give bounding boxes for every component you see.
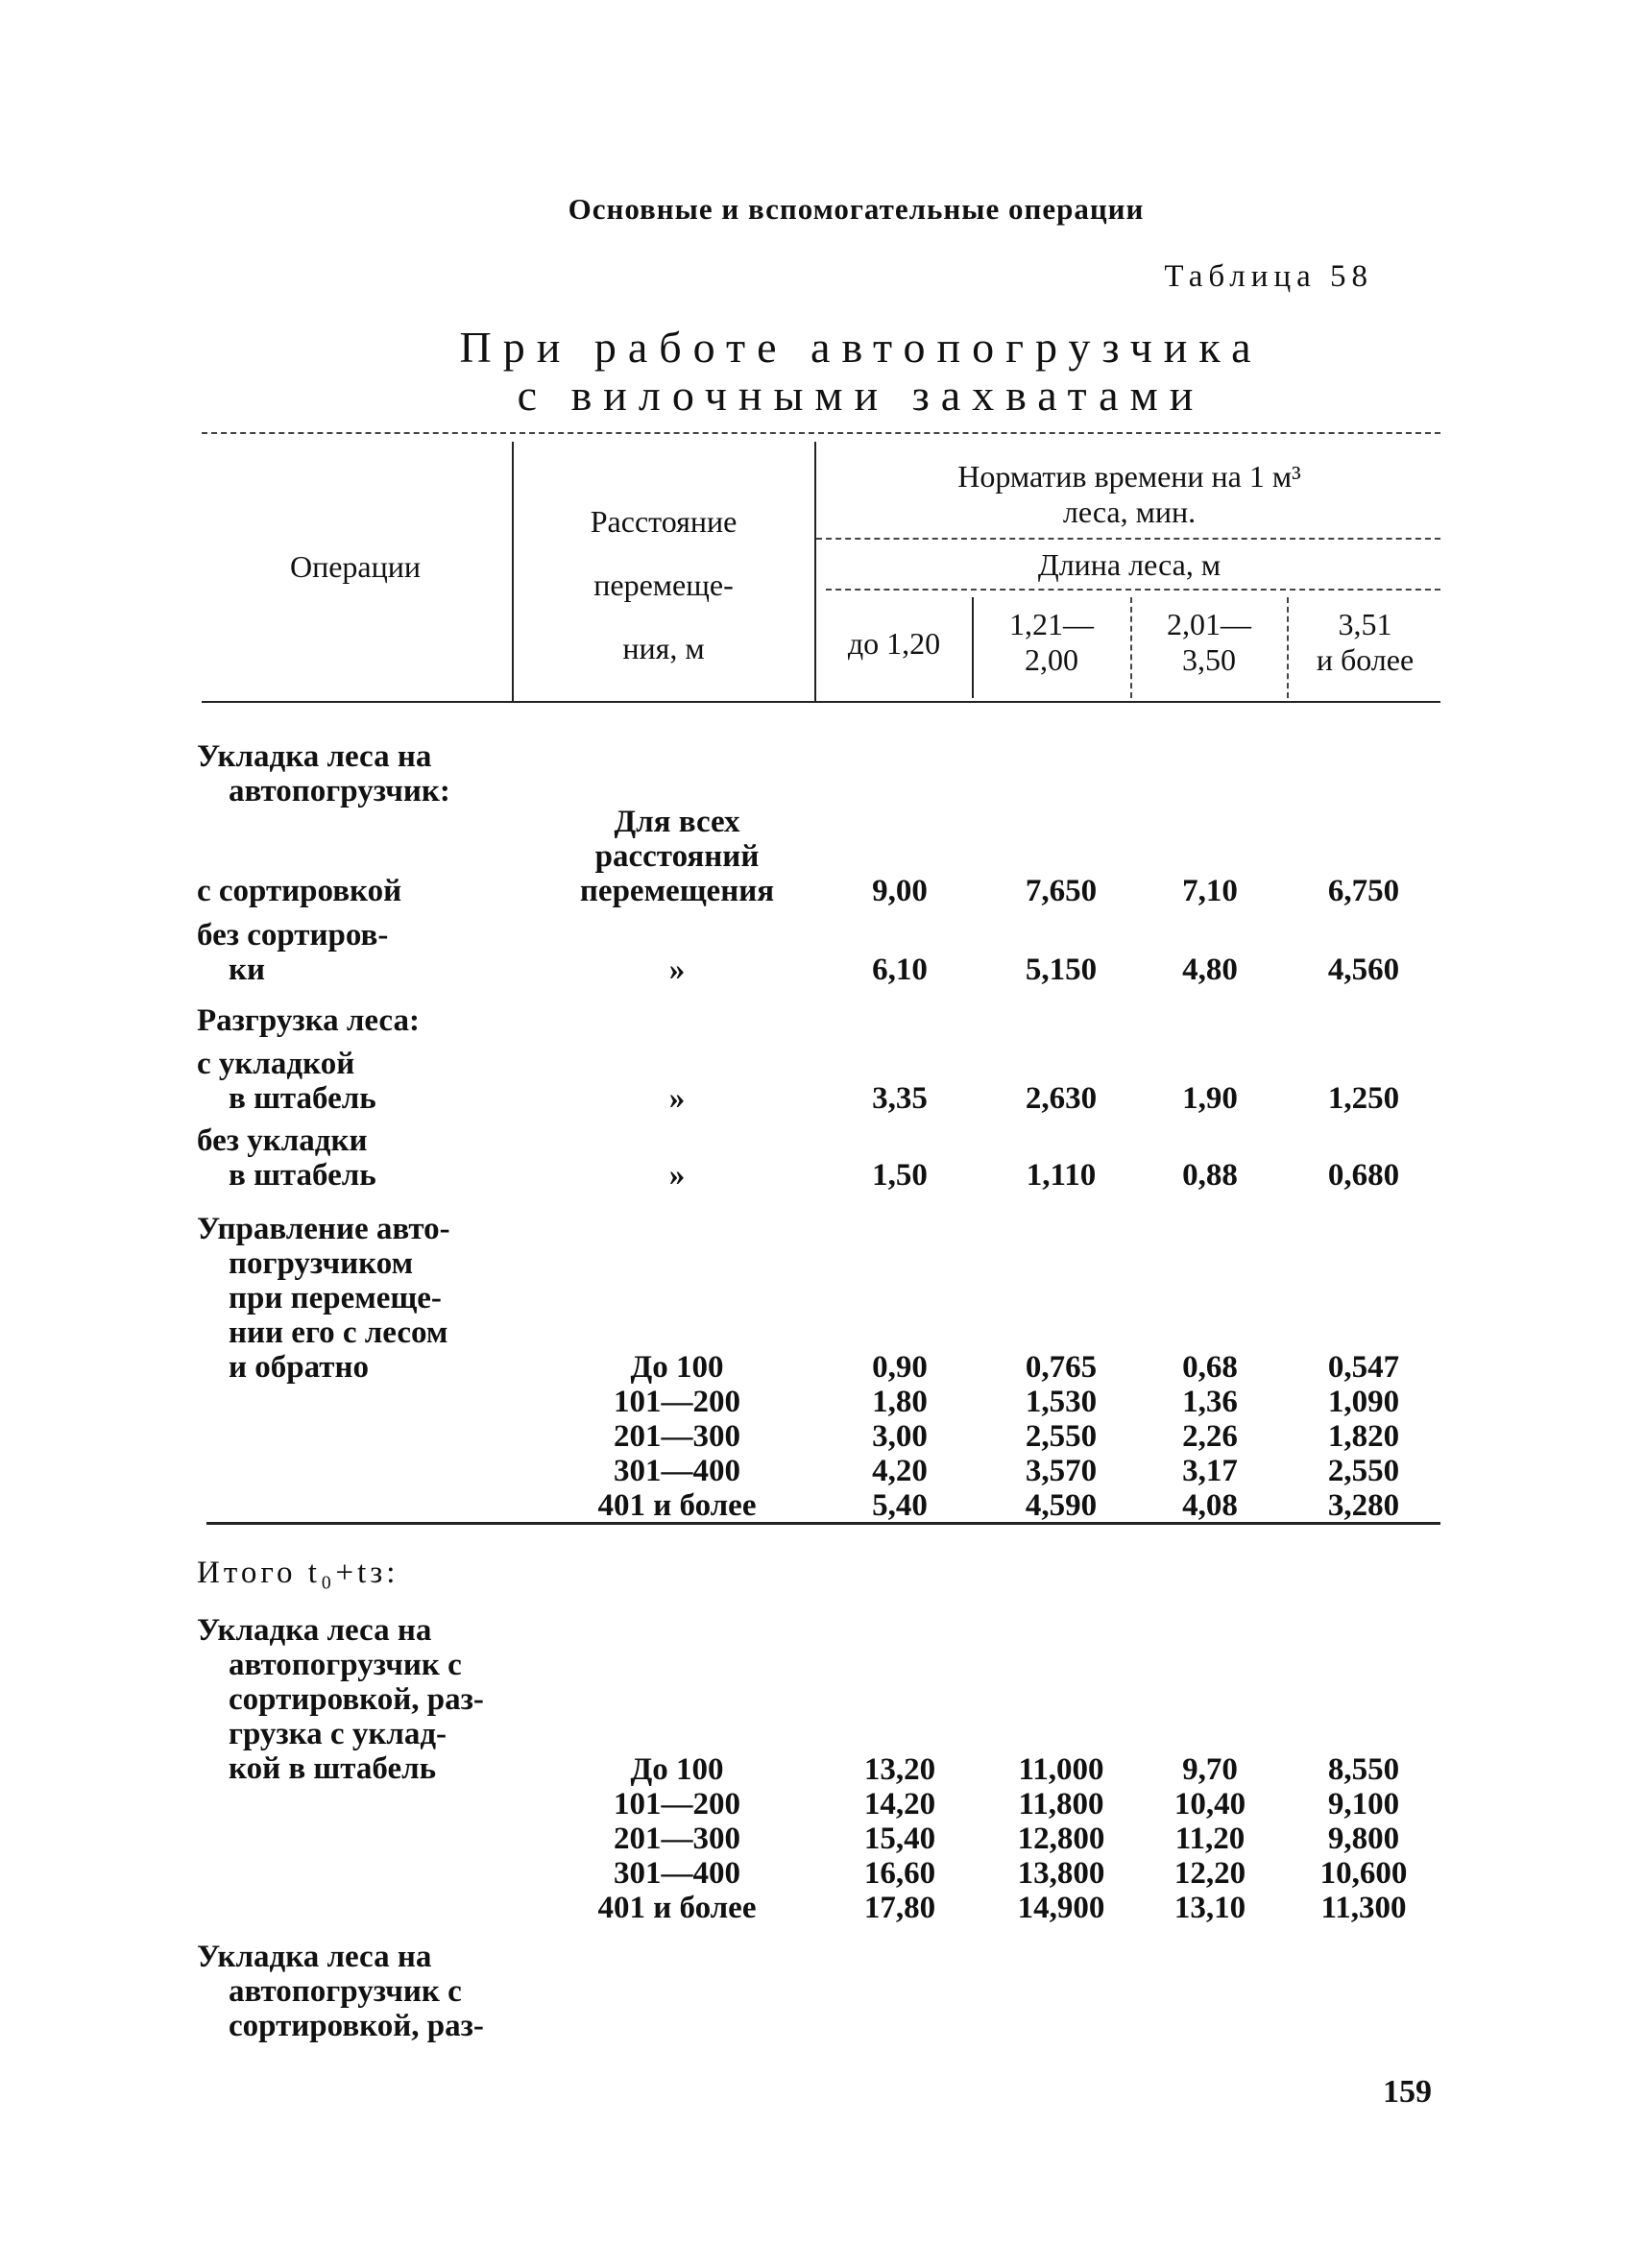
cell: 0,90: [872, 1350, 928, 1385]
cell: 4,08: [1182, 1488, 1238, 1523]
cell: 9,70: [1182, 1752, 1238, 1787]
cell: 10,40: [1173, 1787, 1246, 1822]
cell: 17,80: [863, 1891, 936, 1925]
cell: 10,600: [1319, 1856, 1408, 1891]
cell: 9,800: [1327, 1822, 1400, 1856]
rule-under-norm: [816, 538, 1440, 540]
table-title-line-2: с вилочными захватами: [517, 371, 1205, 420]
cell: 4,80: [1182, 953, 1238, 987]
col-len-4: 3,51 и более: [1316, 607, 1415, 677]
cell: 5,40: [872, 1488, 928, 1523]
cell: 7,10: [1182, 874, 1238, 908]
cell: 1,90: [1182, 1081, 1238, 1116]
cell: 12,800: [1017, 1822, 1105, 1856]
cell: 3,17: [1182, 1454, 1238, 1488]
all-distances: Для всех расстояний перемещения: [579, 805, 775, 908]
cell: 6,750: [1327, 874, 1400, 908]
cell: 4,560: [1327, 953, 1400, 987]
col-len-2: 1,21— 2,00: [1009, 607, 1094, 677]
ditto-mark: »: [668, 1158, 686, 1193]
cell: 0,68: [1182, 1350, 1238, 1385]
rule-under-length: [826, 589, 1440, 591]
table-top-rule: [202, 432, 1440, 434]
table-title-line-1: При работе автопогрузчика: [459, 323, 1263, 372]
distance-cell: 401 и более: [597, 1891, 757, 1925]
cell: 3,00: [872, 1419, 928, 1454]
row-label-unloading: Разгрузка леса:: [197, 1003, 420, 1038]
cell: 16,60: [863, 1856, 936, 1891]
cell: 1,80: [872, 1385, 928, 1419]
cell: 14,20: [863, 1787, 936, 1822]
cell: 0,765: [1025, 1350, 1098, 1385]
page-number: 159: [1383, 2074, 1432, 2110]
distance-cell: 101—200: [614, 1385, 740, 1419]
cell: 9,100: [1327, 1787, 1400, 1822]
divider-len-2: [1130, 597, 1132, 698]
cell: 3,35: [872, 1081, 928, 1116]
cell: 2,26: [1182, 1419, 1238, 1454]
distance-cell: 301—400: [614, 1856, 740, 1891]
distance-cell: До 100: [630, 1752, 724, 1787]
row-label-without-sort: без сортиров- ки: [197, 918, 389, 987]
ditto-mark: »: [668, 1081, 686, 1116]
cell: 11,300: [1320, 1891, 1407, 1925]
cell: 11,20: [1174, 1822, 1246, 1856]
cell: 6,10: [872, 953, 928, 987]
cell: 13,10: [1173, 1891, 1246, 1925]
cell: 1,110: [1026, 1158, 1097, 1193]
cell: 7,650: [1025, 874, 1098, 908]
cell: 9,00: [872, 874, 928, 908]
cell: 1,50: [872, 1158, 928, 1193]
divider-distance: [814, 442, 816, 701]
row-label-with-sort: с сортировкой: [197, 874, 402, 908]
cell: 13,800: [1017, 1856, 1105, 1891]
col-len-3: 2,01— 3,50: [1167, 607, 1251, 677]
cell: 4,20: [872, 1454, 928, 1488]
divider-len-3: [1287, 597, 1289, 698]
distance-cell: 101—200: [614, 1787, 740, 1822]
table-number: Таблица 58: [1164, 259, 1373, 294]
row-label-loading: Укладка леса на автопогрузчик:: [197, 739, 450, 808]
cell: 0,680: [1327, 1158, 1400, 1193]
cell: 4,590: [1025, 1488, 1098, 1523]
cell: 14,900: [1017, 1891, 1105, 1925]
cell: 1,090: [1327, 1385, 1400, 1419]
body-bottom-rule: [206, 1522, 1440, 1525]
cell: 11,800: [1018, 1787, 1104, 1822]
cell: 0,547: [1327, 1350, 1400, 1385]
cell: 1,36: [1182, 1385, 1238, 1419]
distance-cell: 401 и более: [597, 1488, 757, 1523]
total-heading: Итого t₀+tз:: [197, 1556, 399, 1590]
row-label-with-stack: с укладкой в штабель: [197, 1047, 376, 1116]
divider-len-1: [972, 597, 974, 698]
row-label-total-1: Укладка леса на автопогрузчик с сортировкой, раз- грузка с уклад- кой в штабель: [197, 1613, 484, 1786]
cell: 2,550: [1327, 1454, 1400, 1488]
cell: 2,630: [1025, 1081, 1098, 1116]
col-norm: Норматив времени на 1 м³ леса, мин.: [957, 459, 1301, 529]
running-header: Основные и вспомогательные операции: [568, 192, 1145, 226]
col-length: Длина леса, м: [1037, 547, 1222, 582]
cell: 13,20: [863, 1752, 936, 1787]
row-label-total-2: Укладка леса на автопогрузчик с сортировкой, раз-: [197, 1940, 484, 2043]
distance-cell: 201—300: [614, 1822, 740, 1856]
col-operations: Операции: [289, 549, 421, 584]
cell: 8,550: [1327, 1752, 1400, 1787]
cell: 11,000: [1018, 1752, 1104, 1787]
cell: 1,250: [1327, 1081, 1400, 1116]
cell: 12,20: [1173, 1856, 1246, 1891]
cell: 1,820: [1327, 1419, 1400, 1454]
distance-cell: 301—400: [614, 1454, 740, 1488]
row-label-control: Управление авто- погрузчиком при перемеще- нии его с лесом и обратно: [197, 1212, 450, 1385]
ditto-mark: »: [668, 953, 686, 987]
cell: 2,550: [1025, 1419, 1098, 1454]
cell: 1,530: [1025, 1385, 1098, 1419]
cell: 3,570: [1025, 1454, 1098, 1488]
col-distance: Расстояние перемеще- ния, м: [590, 504, 738, 665]
col-len-1: до 1,20: [847, 626, 941, 661]
cell: 3,280: [1327, 1488, 1400, 1523]
row-label-without-stack: без укладки в штабель: [197, 1123, 376, 1193]
distance-cell: До 100: [630, 1350, 724, 1385]
cell: 0,88: [1182, 1158, 1238, 1193]
header-bottom-rule: [202, 701, 1440, 703]
distance-cell: 201—300: [614, 1419, 740, 1454]
cell: 5,150: [1025, 953, 1098, 987]
cell: 15,40: [863, 1822, 936, 1856]
divider-ops: [512, 442, 514, 701]
